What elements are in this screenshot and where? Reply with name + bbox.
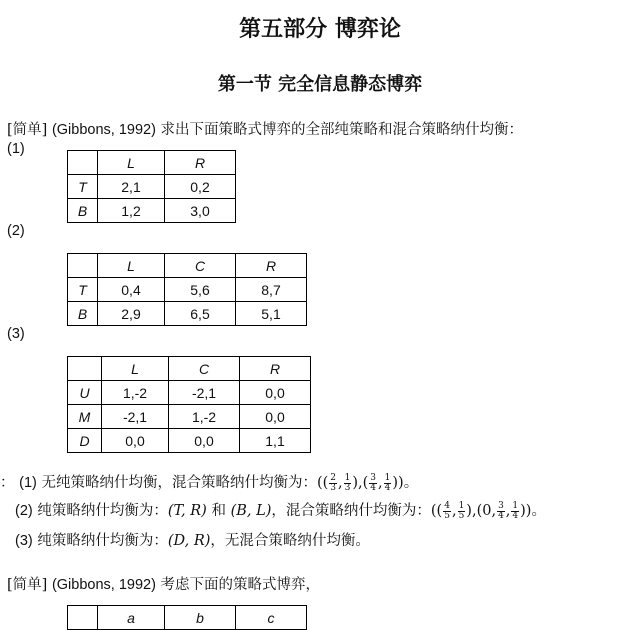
table-corner [68,357,102,381]
table-row [68,175,236,199]
answer-2-number: (2) [15,503,33,519]
table-header-row [68,254,307,278]
payoff-cell: 0,4 [98,278,165,302]
row-header: U [68,381,102,405]
problem1-label-3: (3) [7,326,25,342]
problem2-source: (Gibbons, 1992) [51,577,156,593]
payoff-cell: 5,6 [165,278,236,302]
answer-2-math: (( $\frac{4}{5}$ , $\frac{1}{5}$ ),(0, $\frac{3}{4}$ , $\frac{1}{4}$ )) [430,500,532,521]
column-header: c [236,606,307,630]
payoff-table-1 [67,150,236,223]
table-row [68,405,311,429]
payoff-cell: -2,1 [169,381,240,405]
problem1-source: (Gibbons, 1992) [51,122,156,138]
table-header-row [68,606,307,630]
payoff-table-4 [67,605,307,630]
payoff-cell: 0,0 [169,429,240,453]
payoff-cell: 3,0 [165,199,236,223]
payoff-table-3 [67,356,311,453]
problem1-statement [7,118,523,139]
payoff-cell: 2,9 [98,302,165,326]
payoff-cell: 1,-2 [169,405,240,429]
problem2-tag: [简单] [7,577,48,593]
section-title: 第一节 完全信息静态博弈 [217,74,423,95]
table-row [68,302,307,326]
table-corner [68,606,98,630]
column-header: L [102,357,169,381]
problem1-label-2: (2) [7,223,25,239]
answer-1-math: (( $\frac{2}{3}$ , $\frac{1}{3}$ ),( $\frac{3}{4}$ , $\frac{1}{4}$ )) [316,472,404,493]
payoff-cell: 1,1 [240,429,311,453]
answer-3: (3) 纯策略纳什均衡为：(D, R)，无混合策略纳什均衡。 [15,533,370,549]
column-header: R [240,357,311,381]
payoff-cell: 6,5 [165,302,236,326]
payoff-cell: 5,1 [236,302,307,326]
problem1-text: 求出下面策略式博弈的全部纯策略和混合策略纳什均衡： [160,122,524,138]
payoff-cell: 0,2 [165,175,236,199]
payoff-cell: 1,-2 [102,381,169,405]
row-header: T [68,175,98,199]
answer-2: (2) 纯策略纳什均衡为：(T, R) 和 (B, L)，混合策略纳什均衡为：(( $\frac{4}{5}$ , $\frac{1}{5}$ ),(0, $\frac{3}{4}$ , $\frac{1}{4}$ ))。 [15,500,546,521]
problem1-tag: [简单] [7,122,48,138]
column-header: L [98,254,165,278]
column-header: b [165,606,236,630]
equilibrium-1: (T, R) [167,503,207,519]
payoff-cell: 0,0 [240,405,311,429]
column-header: L [98,151,165,175]
table-row [68,278,307,302]
answer-1-number: (1) [19,475,37,491]
table-corner [68,254,98,278]
equilibrium-2: (B, L) [230,503,272,519]
row-header: D [68,429,102,453]
payoff-cell: 0,0 [240,381,311,405]
payoff-cell: 0,0 [102,429,169,453]
answer-1: ： (1) 无纯策略纳什均衡，混合策略纳什均衡为：(( $\frac{2}{3}$ , $\frac{1}{3}$ ),( $\frac{3}{4}$ , $\frac{1}{4}$ ))。 [0,472,419,493]
answer-3-text: 纯策略纳什均衡为： [37,533,168,549]
payoff-cell: -2,1 [102,405,169,429]
column-header: C [165,254,236,278]
answer-2-text: 纯策略纳什均衡为： [37,503,168,519]
chapter-title: 第五部分 博弈论 [239,16,401,42]
row-header: M [68,405,102,429]
answer-prefix: ： [0,475,15,491]
row-header: B [68,199,98,223]
answer-1-text: 无纯策略纳什均衡，混合策略纳什均衡为： [41,475,317,491]
column-header: C [169,357,240,381]
payoff-cell: 1,2 [98,199,165,223]
column-header: R [236,254,307,278]
column-header: a [98,606,165,630]
problem1-label-1: (1) [7,141,25,157]
table-corner [68,151,98,175]
row-header: B [68,302,98,326]
table-row [68,429,311,453]
problem2-statement [7,573,320,594]
payoff-cell: 2,1 [98,175,165,199]
table-row [68,199,236,223]
row-header: T [68,278,98,302]
column-header: R [165,151,236,175]
payoff-cell: 8,7 [236,278,307,302]
problem2-text: 考虑下面的策略式博弈， [160,577,321,593]
equilibrium-3: (D, R) [167,533,211,549]
table-header-row [68,151,236,175]
answer-3-number: (3) [15,533,33,549]
table-row [68,381,311,405]
table-header-row [68,357,311,381]
payoff-table-2 [67,253,307,326]
